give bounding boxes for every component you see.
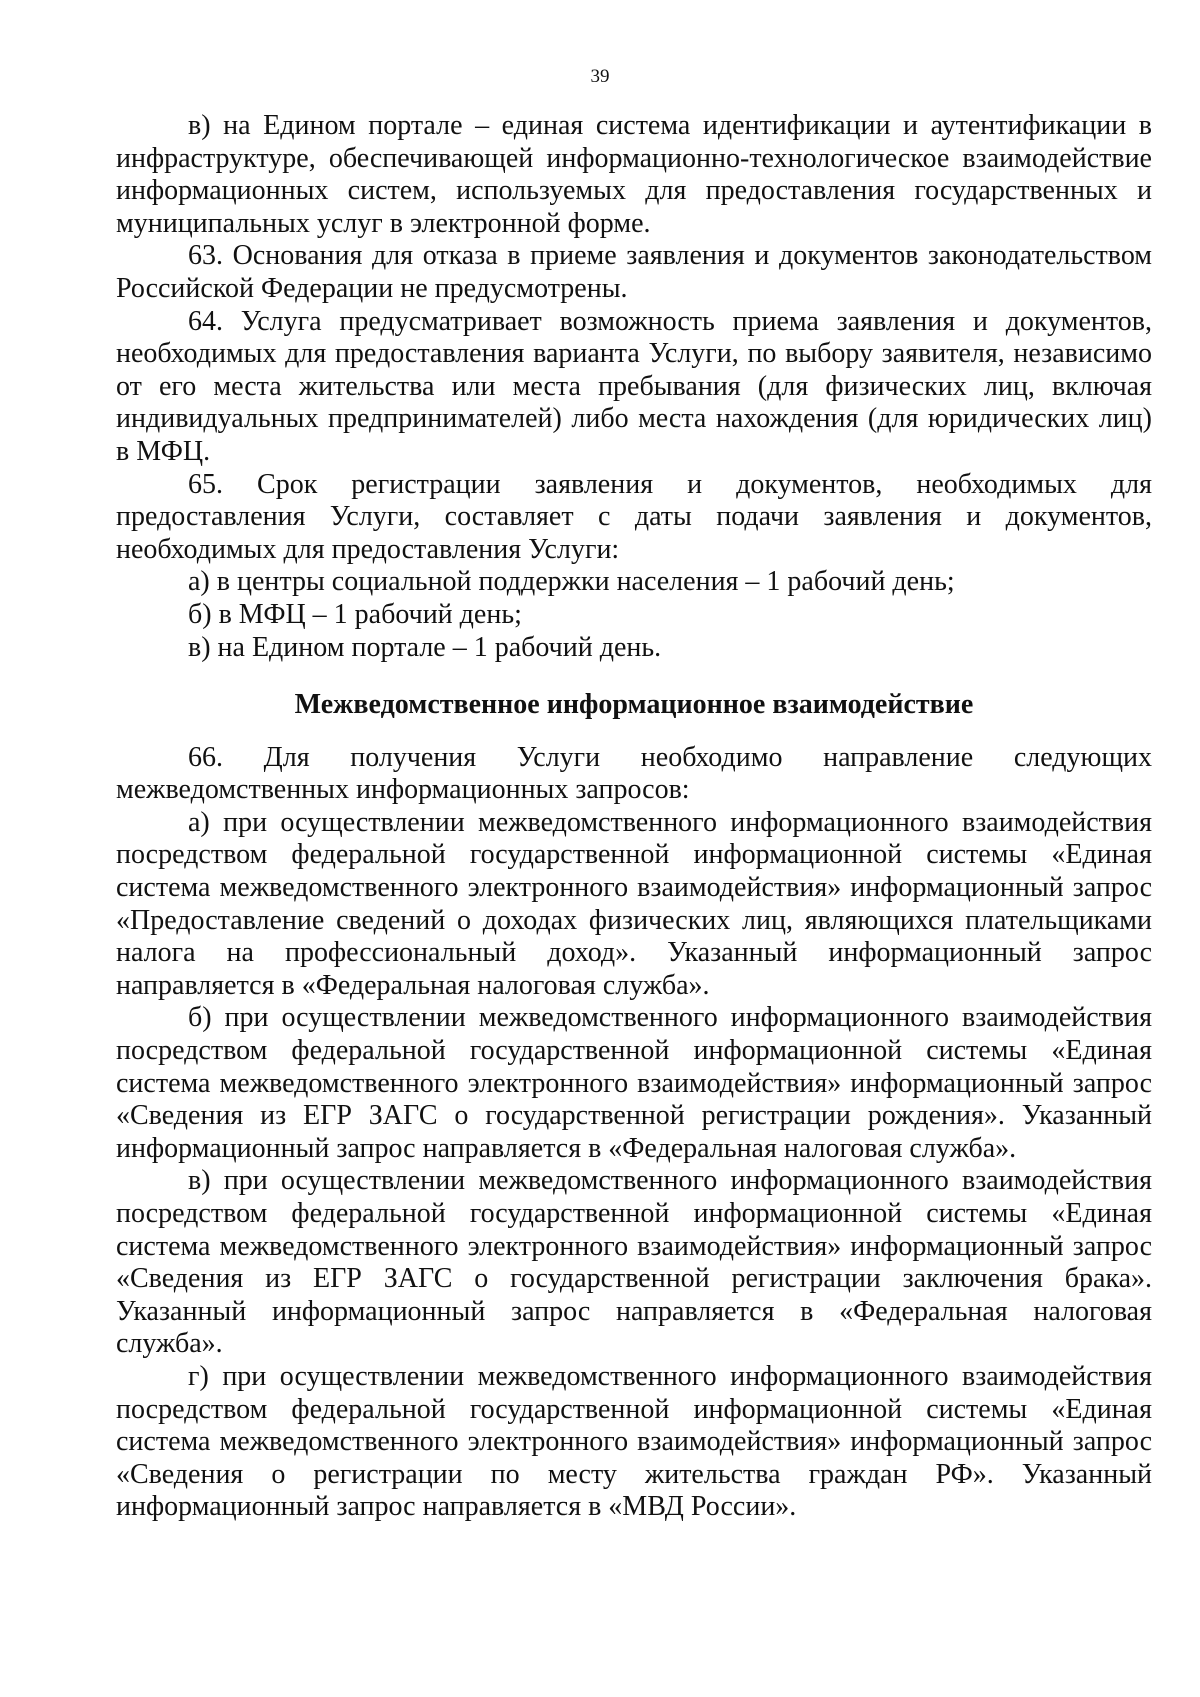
paragraph: б) в МФЦ – 1 рабочий день; [188, 598, 522, 630]
section-heading: Межведомственное информационное взаимодействие [294, 689, 974, 721]
paragraph: 64. Услуга предусматривает возможность приема заявления и документов, необходимых для предоставления варианта Услуги, по выбору заявителя, независимо от его места жительства или места пребывания (для физических лиц, включая индивидуальных предпринимателей) либо места нахождения (для юридических лиц) в МФЦ. [116, 305, 1152, 467]
paragraph: а) при осуществлении межведомственного информационного взаимодействия посредством федеральной государственной информационной системы «Единая система межведомственного электронного взаимодействия» информационный запрос «Предоставление сведений о доходах физических лиц, являющихся плательщиками налога на профессиональный доход». Указанный информационный запрос направляется в «Федеральная налоговая служба». [116, 806, 1152, 1001]
paragraph: в) на Едином портале – единая система идентификации и аутентификации в инфраструктуре, обеспечивающей информационно-технологическое взаимодействие информационных систем, используемых для предоставления государственных и муниципальных услуг в электронной форме. [116, 110, 1152, 239]
paragraph: в) при осуществлении межведомственного информационного взаимодействия посредством федеральной государственной информационной системы «Единая система межведомственного электронного взаимодействия» информационный запрос «Сведения из ЕГР ЗАГС о государственной регистрации заключения брака». Указанный информационный запрос направляется в «Федеральная налоговая служба». [116, 1165, 1152, 1360]
paragraph: 65. Срок регистрации заявления и документов, необходимых для предоставления Услуги, составляет с даты подачи заявления и документов, необходимых для предоставления Услуги: [116, 468, 1152, 565]
paragraph: а) в центры социальной поддержки населения – 1 рабочий день; [188, 566, 955, 598]
paragraph: б) при осуществлении межведомственного информационного взаимодействия посредством федеральной государственной информационной системы «Единая система межведомственного электронного взаимодействия» информационный запрос «Сведения из ЕГР ЗАГС о государственной регистрации рождения». Указанный информационный запрос направляется в «Федеральная налоговая служба». [116, 1002, 1152, 1164]
paragraph: г) при осуществлении межведомственного информационного взаимодействия посредством федеральной государственной информационной системы «Единая система межведомственного электронного взаимодействия» информационный запрос «Сведения о регистрации по месту жительства граждан РФ». Указанный информационный запрос направляется в «МВД России». [116, 1360, 1152, 1523]
paragraph: 66. Для получения Услуги необходимо направление следующих межведомственных информационных запросов: [116, 741, 1152, 806]
paragraph: 63. Основания для отказа в приеме заявления и документов законодательством Российской Федерации не предусмотрены. [116, 240, 1152, 304]
page-number: 39 [590, 66, 610, 87]
paragraph: в) на Едином портале – 1 рабочий день. [188, 631, 662, 663]
paragraph-group-bottom [116, 742, 1152, 1524]
paragraph-group-top [116, 110, 1152, 664]
document-body [116, 110, 1152, 1524]
